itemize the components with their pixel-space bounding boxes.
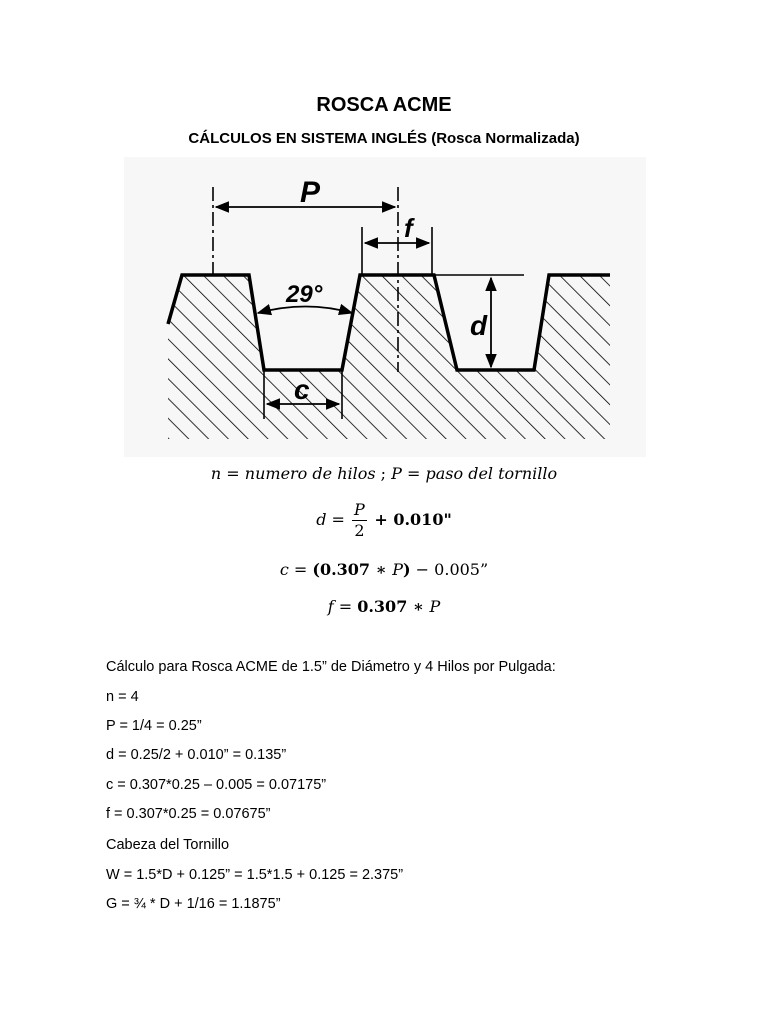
calc-line-f: f = 0.307*0.25 = 0.07675” (106, 806, 271, 822)
root-label: c (294, 374, 310, 405)
formula-n-var: n (210, 464, 222, 483)
formula-c-var: P (392, 560, 404, 579)
pitch-label: P (300, 176, 321, 209)
formula-d (0, 500, 768, 541)
angle-label: 29° (286, 281, 323, 308)
formula-d-numerator: P (354, 500, 365, 519)
formula-c-lhs: c (279, 560, 289, 579)
document-subtitle: CÁLCULOS EN SISTEMA INGLÉS (Rosca Normalizada) (188, 130, 580, 147)
formula-c (0, 560, 768, 579)
calc-line-d: d = 0.25/2 + 0.010” = 0.135” (106, 747, 287, 763)
calculation-subheading: Cabeza del Tornillo (106, 837, 230, 853)
acme-thread-svg (124, 157, 646, 457)
formula-c-bold-close: ) (403, 560, 411, 579)
formula-f-equals: = (333, 597, 358, 616)
flat-label: f (404, 213, 413, 243)
formula-n-meaning: numero de hilos (244, 464, 376, 483)
document-title: ROSCA ACME (316, 94, 452, 116)
formula-p-var: P (391, 464, 402, 483)
depth-label: d (470, 310, 488, 341)
formula-p-meaning: paso del tornillo (425, 464, 558, 483)
formula-d-fraction (352, 500, 367, 541)
formula-d-equals: = (326, 510, 351, 529)
calc-line-w: W = 1.5*D + 0.125” = 1.5*1.5 + 0.125 = 2.375” (106, 867, 404, 883)
formula-definitions (0, 464, 768, 483)
calc-line-g: G = ¾ * D + 1/16 = 1.1875” (106, 896, 281, 912)
calc-line-p: P = 1/4 = 0.25” (106, 718, 202, 734)
formula-n-equals: = (221, 464, 245, 483)
formula-d-lhs: d (316, 510, 327, 529)
calculation-heading: Cálculo para Rosca ACME de 1.5” de Diámetro y 4 Hilos por Pulgada: (106, 659, 556, 675)
formula-p-equals: = (401, 464, 426, 483)
formula-c-rest: − 0.005” (410, 560, 489, 579)
calc-line-c: c = 0.307*0.25 – 0.005 = 0.07175” (106, 777, 327, 793)
formula-f-var: P (429, 597, 441, 616)
formula-f-bold: 0.307 ∗ (357, 597, 430, 616)
formula-separator: ; (375, 464, 392, 483)
formula-f (0, 597, 768, 616)
formula-d-denominator: 2 (354, 521, 365, 540)
calc-line-n: n = 4 (106, 689, 139, 705)
acme-thread-diagram (124, 157, 646, 457)
formula-f-lhs: f (327, 597, 334, 616)
formula-c-equals: = (288, 560, 313, 579)
formula-d-rest: + 0.010" (368, 510, 452, 529)
formula-c-bold: (0.307 ∗ (312, 560, 393, 579)
